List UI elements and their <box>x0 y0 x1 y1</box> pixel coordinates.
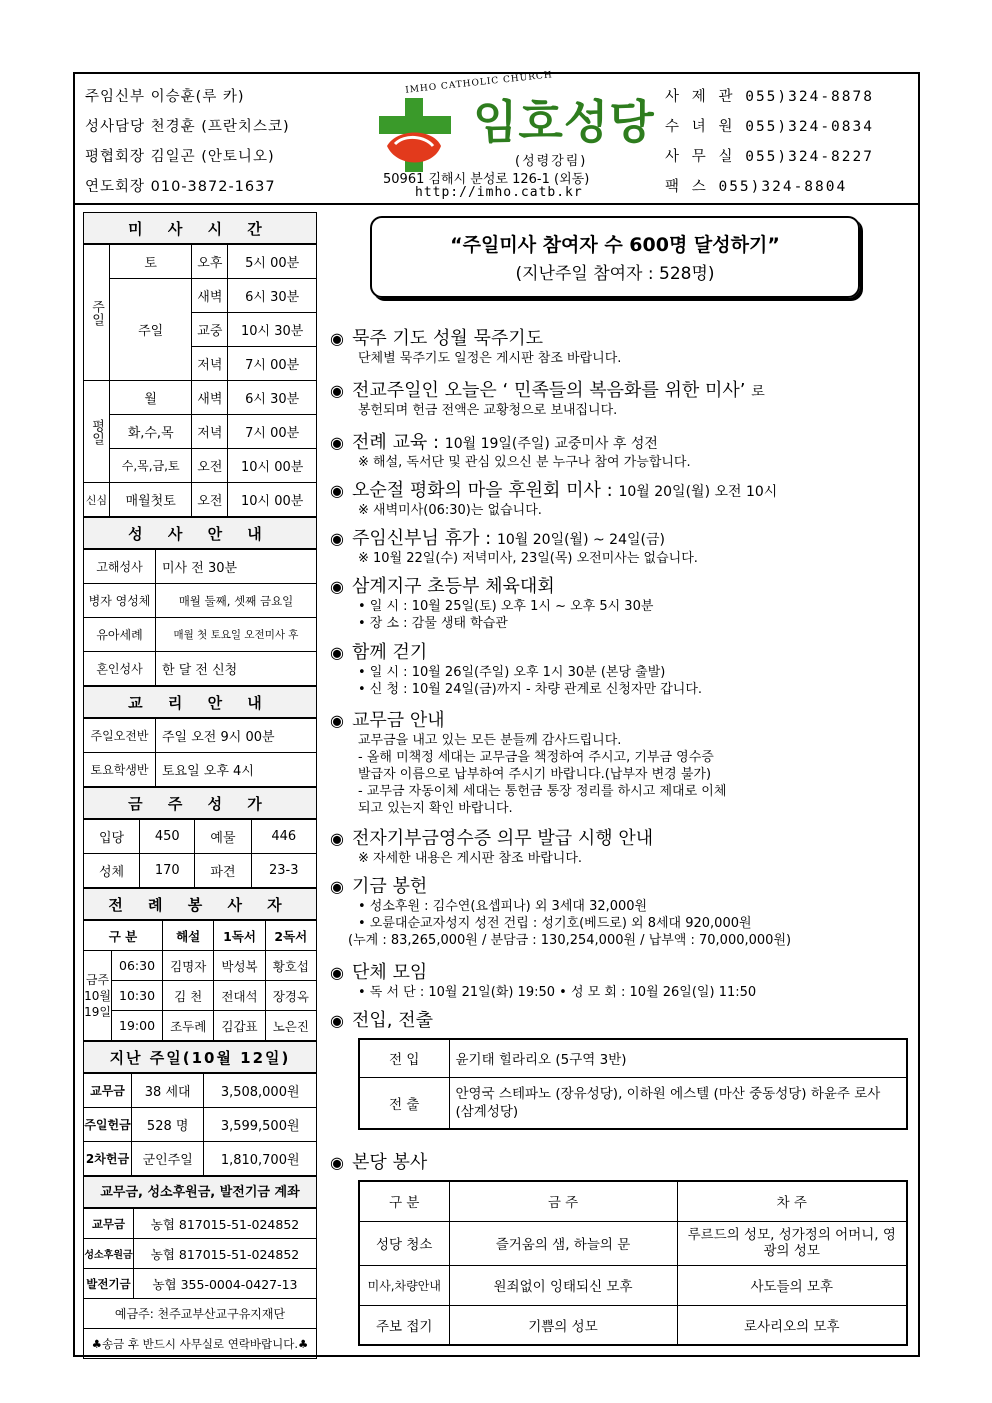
last-week-table <box>83 1073 317 1176</box>
mass-slot: 오후 <box>192 245 228 279</box>
mass-time: 10시 30분 <box>228 313 317 347</box>
bullet-icon: ◉ <box>330 481 344 500</box>
catechism-info: 토요일 오후 4시 <box>156 753 317 787</box>
sunday-label: 주일 <box>84 245 110 381</box>
offering-count: 528 명 <box>132 1108 204 1142</box>
notice-body: ※ 새벽미사(06:30)는 없습니다. <box>358 503 542 518</box>
last-week-heading: 지난 주일(10월 12일) <box>83 1041 317 1073</box>
liturgy-header: 2독서 <box>265 921 316 951</box>
notice-item <box>330 428 910 471</box>
offering-amount: 1,810,700원 <box>204 1142 317 1176</box>
transfer-type: 전 입 <box>359 1039 449 1077</box>
notice-item <box>330 706 910 817</box>
bullet-icon: ◉ <box>330 1153 344 1172</box>
notice-body: 봉헌되며 헌금 전액은 교황청으로 보내집니다. <box>358 403 618 418</box>
mass-day: 주일 <box>110 279 192 381</box>
hymn-number: 446 <box>251 820 317 854</box>
sacrament-info: 한 달 전 신청 <box>156 652 317 686</box>
left-column <box>83 212 317 1359</box>
offering-count: 38 세대 <box>132 1074 204 1108</box>
service-next-week: 루르드의 성모, 성가정의 어머니, 영광의 성모 <box>677 1221 907 1265</box>
catechism-table <box>83 718 317 787</box>
service-next-week: 로사리오의 모후 <box>677 1305 907 1345</box>
account-holder: 예금주: 천주교부산교구유지재단 <box>84 1299 317 1329</box>
sacrament-info: 미사 전 30분 <box>156 550 317 584</box>
notice-body: • 성소후원 : 김수연(요셉피나) 외 3세대 32,000원 <box>358 899 648 914</box>
notice-title: 기금 봉헌 <box>352 876 428 897</box>
account-number: 농협 817015-51-024852 <box>134 1209 317 1239</box>
notice-body: - 교무금 자동이체 세대는 통헌금 통장 정리를 하시고 제대로 이체 <box>358 784 727 799</box>
hymn-label: 파견 <box>195 854 251 888</box>
sacrament-info: 매월 둘째, 셋째 금요일 <box>156 584 317 618</box>
bullet-icon: ◉ <box>330 577 344 596</box>
mass-slot: 오전 <box>192 449 228 483</box>
mass-slot: 오전 <box>192 483 228 517</box>
church-name: 임호성당 <box>473 95 655 149</box>
notice-body: 되고 있는지 확인 바랍니다. <box>358 801 513 816</box>
transfer-title: 전입, 전출 <box>352 1010 433 1031</box>
service-this-week: 즐거움의 샘, 하늘의 문 <box>449 1221 677 1265</box>
header <box>75 70 918 205</box>
service-header: 구 분 <box>359 1181 449 1221</box>
accounts-heading: 교무금, 성소후원금, 발전기금 계좌 <box>83 1176 317 1208</box>
hymn-number: 170 <box>140 854 195 888</box>
notice-title: 삼계지구 초등부 체육대회 <box>352 576 555 597</box>
transfer-names: 윤기태 힐라리오 (5구역 3반) <box>449 1039 907 1077</box>
staff-line: 평협회장 김일곤 (안토니오) <box>85 149 275 165</box>
service-next-week: 사도들의 모후 <box>677 1265 907 1305</box>
notice-body: • 일 시 : 10월 26일(주일) 오후 1시 30분 (본당 출발) <box>358 665 666 680</box>
header-staff <box>85 82 355 202</box>
liturgy-name: 황호섭 <box>265 951 316 981</box>
bullet-icon: ◉ <box>330 643 344 662</box>
service-this-week: 기쁨의 성모 <box>449 1305 677 1345</box>
notice-item <box>330 572 910 632</box>
service-table <box>358 1180 908 1346</box>
bullet-icon: ◉ <box>330 711 344 730</box>
notice-body: 단체별 묵주기도 일정은 게시판 참조 바랍니다. <box>358 351 622 366</box>
bullet-icon: ◉ <box>330 433 344 452</box>
header-contacts <box>665 82 915 202</box>
offering-amount: 3,508,000원 <box>204 1074 317 1108</box>
hymn-label: 입당 <box>84 820 140 854</box>
notice-item <box>330 824 910 867</box>
service-type: 미사,차량안내 <box>359 1265 449 1305</box>
staff-line: 연도회장 010-3872-1637 <box>85 179 276 195</box>
hymn-number: 23-3 <box>251 854 317 888</box>
sacrament-name: 유아세례 <box>84 618 156 652</box>
mass-time: 6시 30분 <box>228 279 317 313</box>
mass-slot: 새벽 <box>192 381 228 415</box>
catechism-name: 토요학생반 <box>84 753 156 787</box>
notice-body: • 신 청 : 10월 24일(금)까지 - 차량 관계로 신청자만 갑니다. <box>358 682 703 697</box>
notice-item <box>330 476 910 519</box>
church-url[interactable]: http://imho.catb.kr <box>415 185 583 200</box>
mass-day: 수,목,금,토 <box>110 449 192 483</box>
notice-body: ※ 해설, 독서단 및 관심 있으신 분 누구나 참여 가능합니다. <box>358 455 691 470</box>
mass-time: 7시 00분 <box>228 347 317 381</box>
service-header: 차 주 <box>677 1181 907 1221</box>
notice-body: - 올해 미책정 세대는 교무금을 책정하여 주시고, 기부금 영수증 <box>358 750 714 765</box>
liturgy-header: 해설 <box>163 921 214 951</box>
liturgy-name: 김명자 <box>163 951 214 981</box>
church-logo-icon <box>375 94 455 174</box>
liturgy-header: 1독서 <box>214 921 265 951</box>
service-type: 성당 청소 <box>359 1221 449 1265</box>
notice-body: • 오륜대순교자성지 성전 건립 : 성기호(베드로) 외 8세대 920,000원 <box>358 916 752 931</box>
mass-slot: 새벽 <box>192 279 228 313</box>
headline-box <box>370 216 860 298</box>
church-subtitle: (성령강림) <box>515 154 588 169</box>
staff-line: 성사담당 천경훈 (프란치스코) <box>85 119 290 135</box>
notice-body: ※ 10월 22일(수) 저녁미사, 23일(목) 오전미사는 없습니다. <box>358 551 698 566</box>
liturgy-time: 10:30 <box>112 981 163 1011</box>
bulletin-frame <box>73 72 920 1357</box>
sacrament-name: 고해성사 <box>84 550 156 584</box>
service-type: 주보 접기 <box>359 1305 449 1345</box>
transfer-section <box>330 1006 910 1130</box>
service-this-week: 원죄없이 잉태되신 모후 <box>449 1265 677 1305</box>
account-number: 농협 817015-51-024852 <box>134 1239 317 1269</box>
bullet-icon: ◉ <box>330 877 344 896</box>
notice-title: 전자기부금영수증 의무 발급 시행 안내 <box>352 828 654 849</box>
hymn-label: 예물 <box>195 820 251 854</box>
hymns-table <box>83 819 317 888</box>
notice-body: • 장 소 : 감물 생태 학습관 <box>358 616 508 631</box>
contact-line: 팩 스 055)324-8804 <box>665 179 848 195</box>
mass-time: 5시 00분 <box>228 245 317 279</box>
liturgy-name: 장경옥 <box>265 981 316 1011</box>
hymns-heading: 금 주 성 가 <box>83 787 317 819</box>
hymn-number: 450 <box>140 820 195 854</box>
notice-item <box>330 524 910 567</box>
church-address: 50961 김해시 분성로 126-1 (외동) <box>383 172 590 187</box>
mass-slot: 저녁 <box>192 415 228 449</box>
notice-item <box>330 376 910 419</box>
mass-time: 7시 00분 <box>228 415 317 449</box>
contact-line: 사 제 관 055)324-8878 <box>665 89 874 105</box>
liturgy-name: 조두례 <box>163 1011 214 1041</box>
sacrament-heading: 성 사 안 내 <box>83 517 317 549</box>
notice-suffix: 10월 20일(월) 오전 10시 <box>618 484 778 500</box>
account-type: 발전기금 <box>84 1269 134 1299</box>
accounts-table <box>83 1208 317 1359</box>
notice-title: 주임신부님 휴가 : <box>352 528 492 549</box>
offering-count: 군인주일 <box>132 1142 204 1176</box>
service-title: 본당 봉사 <box>352 1152 428 1173</box>
sacrament-name: 병자 영성체 <box>84 584 156 618</box>
notice-item <box>330 872 910 949</box>
liturgy-table <box>83 920 317 1041</box>
account-type: 성소후원금 <box>84 1239 134 1269</box>
notice-title: 단체 모임 <box>352 962 428 983</box>
mass-slot: 저녁 <box>192 347 228 381</box>
mass-day: 월 <box>110 381 192 415</box>
offering-type: 2차헌금 <box>84 1142 132 1176</box>
account-type: 교무금 <box>84 1209 134 1239</box>
liturgy-name: 박성복 <box>214 951 265 981</box>
mass-day: 매월첫토 <box>110 483 192 517</box>
notice-item <box>330 958 910 1001</box>
notice-body: 교무금을 내고 있는 모든 분들께 감사드립니다. <box>358 733 622 748</box>
notice-suffix: 로 <box>751 384 765 400</box>
transfer-type: 전 출 <box>359 1077 449 1129</box>
mass-slot: 교중 <box>192 313 228 347</box>
notice-title: 교무금 안내 <box>352 710 445 731</box>
bullet-icon: ◉ <box>330 829 344 848</box>
mass-times-table <box>83 244 317 517</box>
offering-type: 교무금 <box>84 1074 132 1108</box>
catechism-info: 주일 오전 9시 00분 <box>156 719 317 753</box>
liturgy-time: 19:00 <box>112 1011 163 1041</box>
logo-area <box>365 70 665 205</box>
headline: “주일미사 참여자 수 600명 달성하기” <box>450 234 780 256</box>
headline-sub: (지난주일 참여자 : 528명) <box>515 264 715 284</box>
liturgy-time: 06:30 <box>112 951 163 981</box>
liturgy-name: 노은진 <box>265 1011 316 1041</box>
bullet-icon: ◉ <box>330 381 344 400</box>
mass-times-heading: 미 사 시 간 <box>83 212 317 244</box>
offering-type: 주일헌금 <box>84 1108 132 1142</box>
liturgy-heading: 전 례 봉 사 자 <box>83 888 317 920</box>
catechism-heading: 교 리 안 내 <box>83 686 317 718</box>
mass-day: 토 <box>110 245 192 279</box>
mass-time: 10시 00분 <box>228 449 317 483</box>
church-english-name: IMHO CATHOLIC CHURCH <box>404 70 554 96</box>
sacrament-table <box>83 549 317 686</box>
notice-title: 전교주일인 오늘은 ‘ 민족들의 복음화를 위한 미사’ <box>352 380 746 401</box>
contact-line: 수 녀 원 055)324-0834 <box>665 119 874 135</box>
bullet-icon: ◉ <box>330 529 344 548</box>
staff-line: 주임신부 이승훈(루 카) <box>85 89 245 105</box>
liturgy-date: 금주 10월 19일 <box>84 951 112 1041</box>
account-number: 농협 355-0004-0427-13 <box>134 1269 317 1299</box>
notice-title: 묵주 기도 성월 묵주기도 <box>352 328 544 349</box>
sacrament-info: 매월 첫 토요일 오전미사 후 <box>156 618 317 652</box>
notice-title: 전례 교육 : <box>352 432 440 453</box>
contact-line: 사 무 실 055)324-8227 <box>665 149 874 165</box>
liturgy-name: 전대석 <box>214 981 265 1011</box>
notice-body: 발급자 이름으로 납부하여 주시기 바랍니다.(납부자 변경 불가) <box>358 767 712 782</box>
service-header: 금 주 <box>449 1181 677 1221</box>
notice-title: 함께 걷기 <box>352 642 428 663</box>
special-label: 신심 <box>84 483 110 517</box>
bullet-icon: ◉ <box>330 963 344 982</box>
notice-body: ※ 자세한 내용은 게시판 참조 바랍니다. <box>358 851 583 866</box>
notice-item <box>330 638 910 698</box>
notice-body: • 일 시 : 10월 25일(토) 오후 1시 ~ 오후 5시 30분 <box>358 599 654 614</box>
offering-amount: 3,599,500원 <box>204 1108 317 1142</box>
liturgy-header: 구 분 <box>84 921 163 951</box>
mass-time: 6시 30분 <box>228 381 317 415</box>
notice-suffix: 10월 19일(주일) 교중미사 후 성전 <box>444 436 658 452</box>
bullet-icon: ◉ <box>330 1011 344 1030</box>
mass-day: 화,수,목 <box>110 415 192 449</box>
service-section <box>330 1148 910 1346</box>
transfer-table <box>358 1038 908 1130</box>
notice-item <box>330 324 910 367</box>
weekday-label: 평일 <box>84 381 110 483</box>
mass-time: 10시 00분 <box>228 483 317 517</box>
catechism-name: 주일오전반 <box>84 719 156 753</box>
notice-title: 오순절 평화의 마을 후원회 미사 : <box>352 480 613 501</box>
liturgy-name: 김 천 <box>163 981 214 1011</box>
sacrament-name: 혼인성사 <box>84 652 156 686</box>
notice-body: (누계 : 83,265,000원 / 분담금 : 130,254,000원 / 납부액 : 70,000,000원) <box>348 933 792 948</box>
liturgy-name: 김갑표 <box>214 1011 265 1041</box>
hymn-label: 성체 <box>84 854 140 888</box>
notice-body: • 독 서 단 : 10월 21일(화) 19:50 • 성 모 회 : 10월 26일(일) 11:50 <box>358 985 757 1000</box>
notice-suffix: 10월 20일(월) ~ 24일(금) <box>496 532 665 548</box>
account-note: ♣송금 후 반드시 사무실로 연락바랍니다.♣ <box>84 1329 317 1359</box>
bullet-icon: ◉ <box>330 329 344 348</box>
transfer-names: 안영국 스테파노 (장유성당), 이하원 에스텔 (마산 중동성당) 하윤주 로사 (삼계성당) <box>449 1077 907 1129</box>
